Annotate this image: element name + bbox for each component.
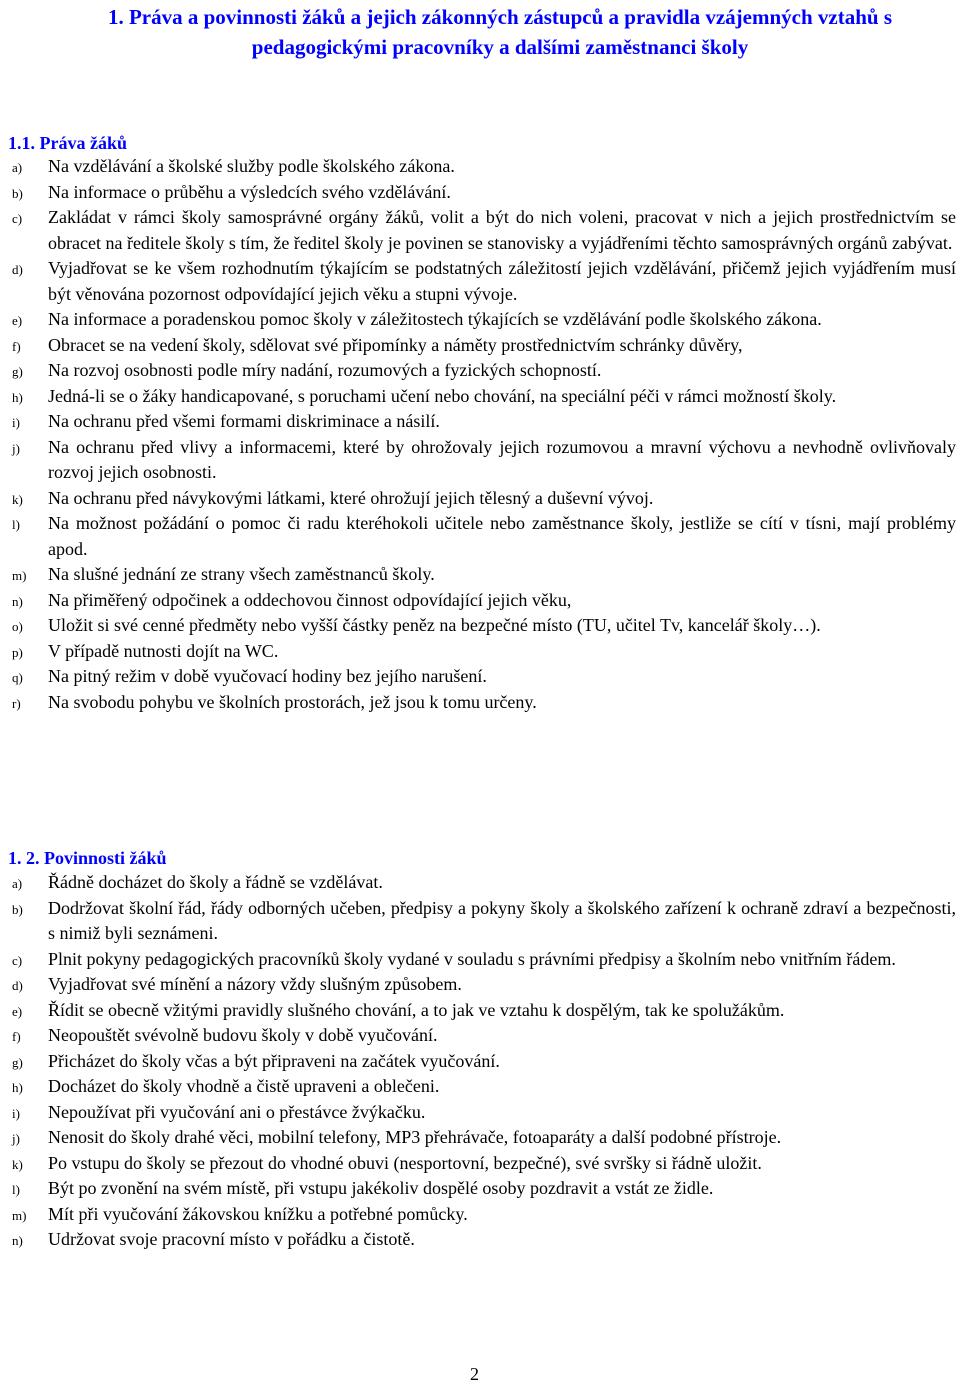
list-item-letter: g) [12, 1054, 23, 1070]
list-item [8, 588, 956, 614]
list-item-letter: f) [12, 1029, 21, 1044]
list-item [8, 333, 956, 359]
list-item [8, 511, 956, 562]
page-number: 2 [470, 1364, 479, 1384]
list-item [8, 409, 956, 435]
list-item-text: Na vzdělávání a školské služby podle školského zákona. [48, 156, 455, 176]
list-item-letter: m) [12, 568, 27, 583]
list-item [8, 896, 956, 947]
document-title: 1. Práva a povinnosti žáků a jejich zákonných zástupců a pravidla vzájemných vztahů s pedagogickými pracovníky a dalšími zaměstnanci školy [107, 5, 893, 59]
list-item-text: Řídit se obecně vžitými pravidly slušného chování, a to jak ve vztahu k dospělým, tak ke spolužákům. [48, 999, 785, 1020]
list-item-letter: d) [12, 978, 23, 993]
list-item-letter: b) [12, 185, 23, 201]
list-item-text: Na ochranu před všemi formami diskriminace a násilí. [48, 411, 440, 431]
list-item-letter: k) [12, 1156, 23, 1172]
list-item-text: Dodržovat školní řád, řády odborných učeben, předpisy a pokyny školy a školského zařízení k ochraně zdraví a bezpečnosti, s nimiž byli seznámeni. [48, 897, 956, 943]
list-item-text: Nepoužívat při vyučování ani o přestávce žvýkačku. [48, 1101, 426, 1122]
list-item [8, 1125, 956, 1151]
list-item-text: Jedná-li se o žáky handicapované, s poruchami učení nebo chování, na speciální péči v rámci možností školy. [48, 385, 837, 406]
list-item-text: Na přiměřený odpočinek a oddechovou činnost odpovídající jejich věku, [48, 589, 572, 610]
list-item-text: Na slušné jednání ze strany všech zaměstnanců školy. [48, 564, 435, 584]
list-item-letter: q) [12, 670, 23, 685]
list-item-text: Řádně docházet do školy a řádně se vzdělávat. [48, 872, 383, 892]
list-item [8, 1049, 956, 1075]
list-item-letter: e) [12, 313, 23, 328]
list-item [8, 384, 956, 410]
list-item-letter: m) [12, 1207, 27, 1223]
list-item [8, 664, 956, 690]
list-item [8, 180, 956, 206]
list-item-letter: i) [12, 1105, 20, 1121]
list-item [8, 972, 956, 998]
list-item [8, 613, 956, 639]
list-item-text: Po vstupu do školy se přezout do vhodné obuvi (nesportovní, bezpečné), své svršky si řádně uložit. [48, 1152, 762, 1173]
list-item-text: Na rozvoj osobnosti podle míry nadání, rozumových a fyzických schopností. [48, 360, 602, 380]
list-item [8, 486, 956, 512]
list-item [8, 358, 956, 384]
list-item-text: Vyjadřovat se ke všem rozhodnutím týkajícím se podstatných záležitostí jejich vzdělávání, přičemž jejich vyjádřením musí být věnována pozornost odpovídající jejich věku a stupni vývoje. [48, 258, 956, 304]
list-item [8, 870, 956, 896]
list-item-letter: f) [12, 338, 21, 354]
list-item-text: Zakládat v rámci školy samosprávné orgány žáků, volit a být do nich voleni, pracovat v nich a jejich prostřednictvím se obracet na ředitele školy s tím, že ředitel školy je povinen se stanovisky a vyjádřeními těchto samosprávných orgánů zabývat. [48, 207, 956, 253]
list-item-letter: r) [12, 695, 21, 711]
list-item [8, 562, 956, 588]
list-item-text: Plnit pokyny pedagogických pracovníků školy vydané v souladu s právními předpisy a školním nebo vnitřním řádem. [48, 948, 896, 969]
list-item [8, 998, 956, 1024]
list-item-text: Na ochranu před návykovými látkami, které ohrožují jejich tělesný a duševní vývoj. [48, 487, 654, 508]
duties-heading: 1. 2. Povinnosti žáků [8, 848, 167, 868]
list-item-letter: n) [12, 1233, 23, 1248]
list-item [8, 1227, 956, 1253]
list-item-text: Uložit si své cenné předměty nebo vyšší částky peněz na bezpečné místo (TU, učitel Tv, kancelář školy…). [48, 615, 821, 635]
list-item-letter: l) [12, 1182, 20, 1197]
list-item-text: Na informace o průběhu a výsledcích svého vzdělávání. [48, 181, 451, 202]
list-item-text: Být po zvonění na svém místě, při vstupu jakékoliv dospělé osoby pozdravit a vstát ze židle. [48, 1178, 714, 1198]
list-item [8, 639, 956, 665]
list-item [8, 435, 956, 486]
list-item-text: Na informace a poradenskou pomoc školy v záležitostech týkajících se vzdělávání podle školského zákona. [48, 309, 822, 329]
list-item-letter: k) [12, 491, 23, 507]
list-item-letter: i) [12, 415, 20, 430]
rights-heading: 1.1. Práva žáků [8, 133, 127, 153]
list-item-text: Na ochranu před vlivy a informacemi, které by ohrožovaly jejich rozumovou a mravní výchovu a nevhodně ovlivňovaly rozvoj jejich osobnosti. [48, 436, 956, 482]
list-item-text: Přicházet do školy včas a být připraveni na začátek vyučování. [48, 1050, 500, 1071]
list-item [8, 154, 956, 180]
list-item-text: Mít při vyučování žákovskou knížku a potřebné pomůcky. [48, 1203, 468, 1224]
rights-list [8, 154, 956, 715]
list-item-text: Nenosit do školy drahé věci, mobilní telefony, MP3 přehrávače, fotoaparáty a další podobné přístroje. [48, 1127, 782, 1147]
list-item [8, 1074, 956, 1100]
list-item-letter: n) [12, 593, 23, 609]
list-item-letter: c) [12, 952, 23, 968]
list-item-text: Na možnost požádání o pomoc či radu kteréhokoli učitele nebo zaměstnance školy, jestliže se cítí v tísni, mají problémy apod. [48, 513, 956, 559]
list-item [8, 1100, 956, 1126]
list-item-text: V případě nutnosti dojít na WC. [48, 640, 279, 661]
list-item-letter: p) [12, 644, 23, 660]
list-item-letter: h) [12, 389, 23, 405]
list-item-text: Neopouštět svévolně budovu školy v době vyučování. [48, 1025, 438, 1045]
list-item [8, 947, 956, 973]
list-item-letter: d) [12, 262, 23, 277]
list-item-letter: a) [12, 160, 23, 175]
list-item-letter: j) [12, 440, 20, 456]
list-item-letter: j) [12, 1131, 20, 1146]
list-item-letter: a) [12, 876, 23, 891]
list-item-text: Na pitný režim v době vyučovací hodiny bez jejího narušení. [48, 666, 487, 686]
list-item [8, 1151, 956, 1177]
list-item-text: Obracet se na vedení školy, sdělovat své připomínky a náměty prostřednictvím schránky důvěry, [48, 334, 743, 355]
list-item-letter: g) [12, 364, 23, 379]
list-item [8, 690, 956, 716]
list-item-letter: b) [12, 901, 23, 917]
duties-list [8, 870, 956, 1253]
list-item-letter: l) [12, 517, 20, 532]
list-item [8, 256, 956, 307]
list-item [8, 205, 956, 256]
list-item-text: Na svobodu pohybu ve školních prostorách, jež jsou k tomu určeny. [48, 691, 537, 712]
list-item-text: Docházet do školy vhodně a čistě upraveni a oblečeni. [48, 1076, 440, 1096]
list-item [8, 1202, 956, 1228]
list-item-letter: e) [12, 1003, 23, 1019]
list-item-letter: o) [12, 619, 23, 634]
list-item-text: Udržovat svoje pracovní místo v pořádku a čistotě. [48, 1229, 415, 1249]
list-item-letter: h) [12, 1080, 23, 1095]
list-item-letter: c) [12, 211, 23, 226]
list-item [8, 1176, 956, 1202]
list-item [8, 307, 956, 333]
list-item-text: Vyjadřovat své mínění a názory vždy slušným způsobem. [48, 974, 462, 994]
list-item [8, 1023, 956, 1049]
